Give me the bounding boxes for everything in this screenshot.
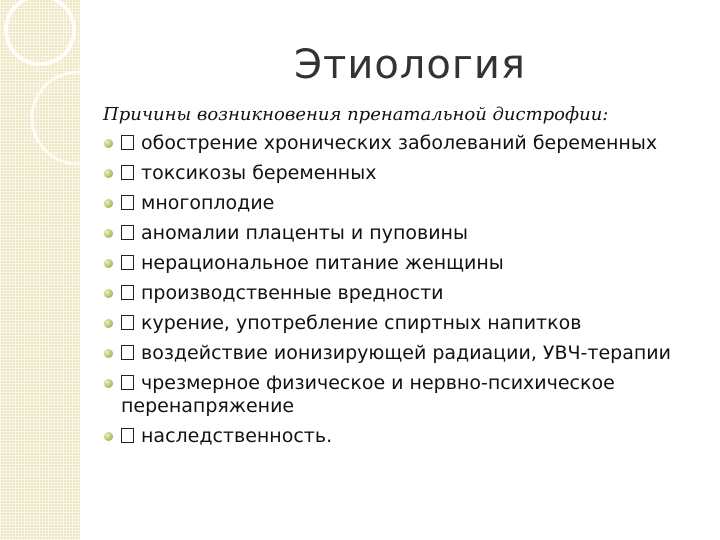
bullet-icon: [104, 379, 113, 388]
bullet-icon: [104, 229, 113, 238]
checkbox-icon: [121, 345, 134, 360]
list-item: [103, 222, 693, 245]
checkbox-icon: [121, 135, 134, 150]
checkbox-icon: [121, 195, 134, 210]
causes-list: [103, 132, 693, 455]
decorative-side-strip: [0, 0, 80, 540]
list-item: [103, 162, 693, 185]
list-item: [103, 372, 693, 418]
list-item: [103, 132, 693, 155]
bullet-icon: [104, 432, 113, 441]
list-item-text: воздействие ионизирующей радиации, УВЧ-терапии: [141, 342, 671, 364]
list-item: [103, 252, 693, 275]
list-item: [103, 312, 693, 335]
intro-text: Причины возникновения пренатальной дистрофии:: [103, 104, 609, 125]
list-item-text: производственные вредности: [141, 282, 444, 304]
list-item: [103, 342, 693, 365]
list-item-text: аномалии плаценты и пуповины: [141, 222, 468, 244]
bullet-icon: [104, 139, 113, 148]
list-item-text: обострение хронических заболеваний беременных: [141, 132, 658, 154]
decorative-circles: [0, 0, 80, 540]
bullet-icon: [104, 259, 113, 268]
list-item-text: многоплодие: [141, 192, 275, 214]
bullet-icon: [104, 169, 113, 178]
bullet-icon: [104, 199, 113, 208]
bullet-icon: [104, 319, 113, 328]
list-item-text: токсикозы беременных: [141, 162, 377, 184]
checkbox-icon: [121, 225, 134, 240]
checkbox-icon: [121, 165, 134, 180]
list-item-text: нерациональное питание женщины: [141, 252, 504, 274]
slide-title: Этиология: [294, 42, 526, 88]
checkbox-icon: [121, 255, 134, 270]
list-item-text: курение, употребление спиртных напитков: [141, 312, 582, 334]
checkbox-icon: [121, 315, 134, 330]
list-item-text: чрезмерное физическое и нервно-психическое перенапряжение: [121, 372, 615, 417]
bullet-icon: [104, 289, 113, 298]
list-item: [103, 425, 693, 448]
list-item: [103, 192, 693, 215]
list-item-text: наследственность.: [141, 425, 333, 447]
checkbox-icon: [121, 375, 134, 390]
checkbox-icon: [121, 428, 134, 443]
list-item: [103, 282, 693, 305]
checkbox-icon: [121, 285, 134, 300]
bullet-icon: [104, 349, 113, 358]
